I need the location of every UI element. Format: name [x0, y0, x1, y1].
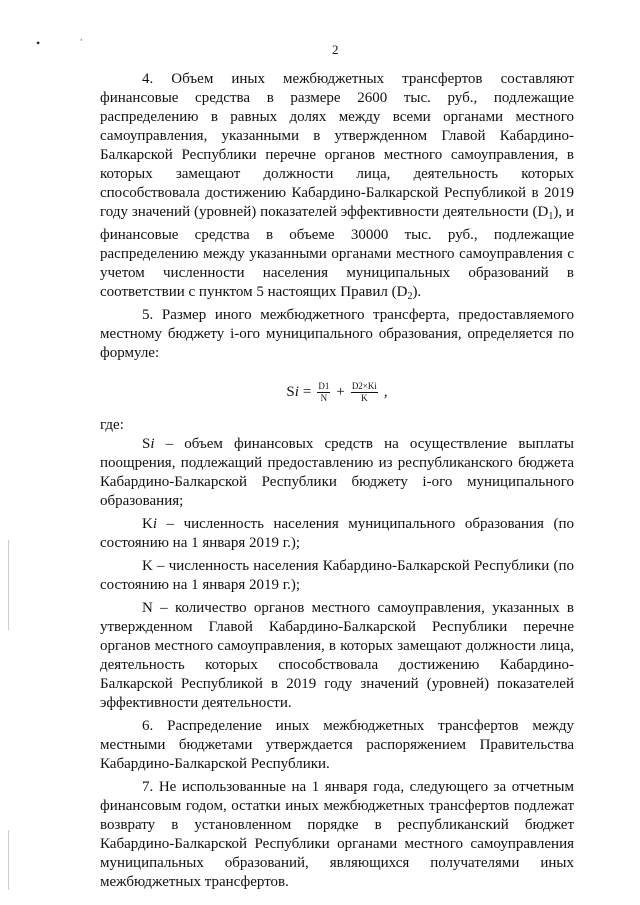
formula [100, 381, 574, 404]
formula-eq: = [302, 384, 312, 400]
scan-edge [8, 540, 9, 630]
scan-edge [8, 830, 9, 890]
definition-si: Si – объем финансовых средств на осуществление выплаты поощрения, подлежащий предоставлению из республиканского бюджета Кабардино-Балкарской Республики бюджету i-ого муниципального образования; [100, 436, 574, 509]
paragraph-5: 5. Размер иного межбюджетного трансферта, предоставляемого местному бюджету i-ого муниципального образования, определяется по формуле: [100, 307, 574, 361]
where-label: где: [100, 417, 124, 433]
fraction-1: $\frac{D1}{N}$ [318, 381, 330, 403]
paragraph-7: 7. Не использованные на 1 января года, следующего за отчетным финансовым годом, остатки иных межбюджетных трансфертов подлежат возврату в установленном порядке в республиканский бюджет Кабардино-Балкарской Республики органами местного самоуправления муниципальных образований, являющихся получателями иных межбюджетных трансфертов. [100, 779, 574, 890]
definition-k: K – численность населения Кабардино-Балкарской Республики (по состоянию на 1 января 2019 г.); [100, 558, 574, 593]
fraction-2: $\frac{D2\times Ki}{K}$ [351, 381, 377, 403]
formula-lhs: Si [286, 384, 299, 400]
definition-ki: Ki – численность населения муниципального образования (по состоянию на 1 января 2019 г.); [100, 516, 574, 551]
formula-plus: + [336, 384, 345, 400]
document-body [100, 70, 574, 892]
paragraph-6: 6. Распределение иных межбюджетных трансфертов между местными бюджетами утверждается распоряжением Правительства Кабардино-Балкарской Республики. [100, 718, 574, 772]
paragraph-4: 4. Объем иных межбюджетных трансфертов составляют финансовые средства в размере 2600 тыс. руб., подлежащие распределению в равных долях между всеми органами местного самоуправления, указанными в утвержденном Главой Кабардино-Балкарской Республики перечне органов местного самоуправления, в которых замещают должности лица, деятельность которых способствовала достижению Кабардино-Балкарской Республикой в 2019 году значений (уровней) показателей эффективности деятельности $(D_1)$, и финансовые средства в объеме 30000 тыс. руб., подлежащие распределению между указанными органами местного самоуправления с учетом численности населения муниципальных образований в соответствии с пунктом 5 настоящих Правил $(D_2)$. [100, 71, 574, 302]
formula-end: , [383, 384, 388, 400]
definition-n: N – количество органов местного самоуправления, указанных в утвержденном Главой Кабардино-Балкарской Республики перечне органов местного самоуправления, в которых замещают должности лица, деятельность которых способствовала достижению Кабардино-Балкарской Республикой в 2019 году значений (уровней) показателей эффективности деятельности. [100, 600, 574, 711]
page-number: 2 [332, 42, 339, 57]
scan-marks: • ˙ [36, 36, 102, 50]
